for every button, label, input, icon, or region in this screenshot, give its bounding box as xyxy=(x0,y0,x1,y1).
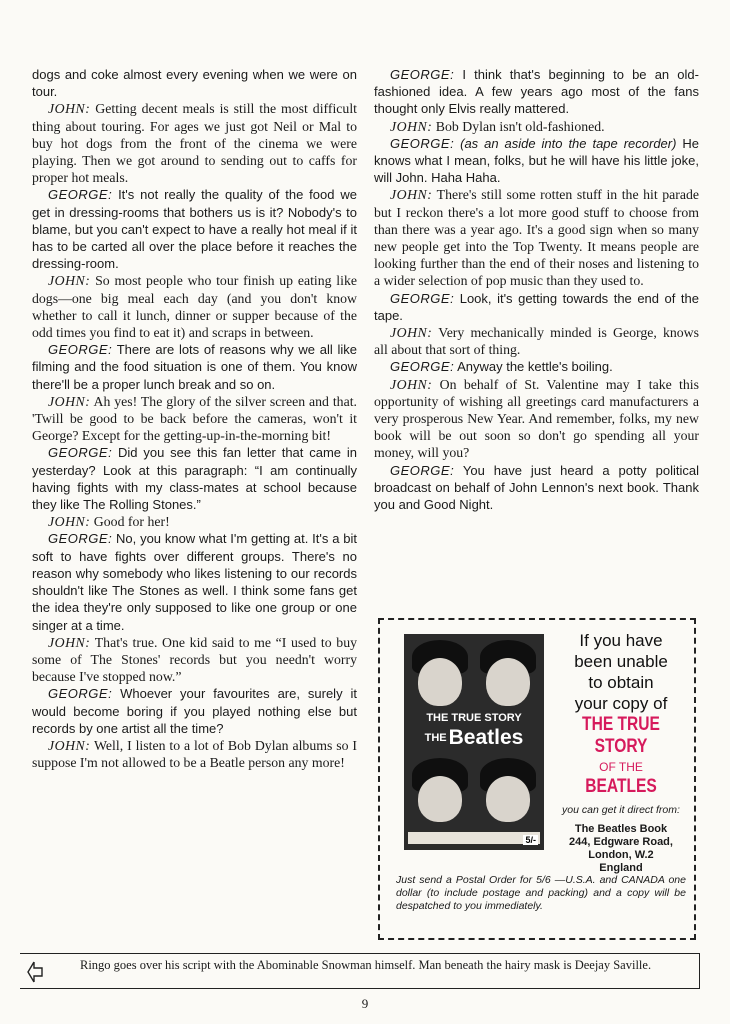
cover-title-band xyxy=(404,726,544,750)
ad-address-line: The Beatles Book xyxy=(574,823,668,835)
paragraph-text: So most people who tour finish up eating like dogs—one big meal each day (and you don't know whether to call it lunch, dinner or supper because of the odd times you find to eat it) and scraps in between. xyxy=(32,273,357,341)
cover-title-line: THE TRUE STORY xyxy=(426,712,522,724)
ad-book-title-beatles: BEATLES xyxy=(585,776,657,797)
cover-title-the: THE xyxy=(424,732,447,745)
paragraph xyxy=(374,376,699,462)
book-cover-image xyxy=(404,634,544,850)
paragraph xyxy=(374,135,699,187)
paragraph-text: There's still some rotten stuff in the hit parade but I reckon there's a lot more good stuff to choose from than there was a year ago. It's a good sign when so many new people get into the Top Twenty. It means people are looking further than the end of their noses and listening to a wider selection of pop music than they used to. xyxy=(374,187,699,289)
paragraph-text: He knows what I mean, folks, but he will have his little joke, will John. Haha Haha. xyxy=(374,135,699,186)
speaker-label: GEORGE: xyxy=(48,342,113,358)
ad-address-line: London, W.2 xyxy=(588,849,654,861)
paragraph-text: You have just heard a potty political broadcast on behalf of John Lennon's next book. Thank you and Good Night. xyxy=(374,462,699,513)
speaker-label: JOHN: xyxy=(48,514,91,530)
paragraph-text: Well, I listen to a lot of Bob Dylan albums so I suppose I'm not allowed to be a Beatle person any more! xyxy=(32,737,357,771)
ad-book-title: THE TRUE STORY xyxy=(582,714,660,757)
paragraph xyxy=(374,66,699,118)
speaker-label: JOHN: xyxy=(48,273,91,289)
paragraph xyxy=(32,272,357,341)
paragraph xyxy=(32,634,357,686)
cover-footer-strip xyxy=(408,832,540,844)
ad-direct-line: you can get it direct from: xyxy=(562,804,680,816)
paragraph-text: There are lots of reasons why we all like filming and the food situation is one of them. You know there'll be a proper lunch break and so on. xyxy=(32,342,357,392)
speaker-label: GEORGE: xyxy=(390,290,455,306)
paragraph-text: No, you know what I'm getting at. It's a bit soft to have fights over different groups. There's no reason why somebody who likes listening to our records shouldn't like The Stones as well. I think some fans get the idea they're only supposed to like one group or one singer at a time. xyxy=(32,531,357,633)
ad-headline-1: If you have xyxy=(579,631,663,650)
speaker-label: JOHN: xyxy=(390,187,433,203)
paragraph-text: On behalf of St. Valentine may I take this opportunity of wishing all greetings card manufacturers a very prosperous New Year. And remember, folks, my new book will be out soon so don't go spending all your money, will you? xyxy=(374,376,699,461)
speaker-label: JOHN: xyxy=(390,118,433,134)
speaker-label: GEORGE: xyxy=(390,359,455,375)
paragraph-text: Anyway the kettle's boiling. xyxy=(454,359,613,375)
aside-note: (as an aside into the tape recorder) xyxy=(454,135,677,151)
cover-title-beatles: Beatles xyxy=(448,726,524,749)
paragraph-text: Very mechanically minded is George, knows all about that sort of thing. xyxy=(374,325,699,358)
arrow-left-icon xyxy=(26,960,44,984)
right-column xyxy=(374,66,699,513)
paragraph xyxy=(374,462,699,514)
speaker-label: GEORGE: xyxy=(390,135,455,151)
paragraph xyxy=(32,444,357,513)
paragraph xyxy=(374,324,699,358)
paragraph-text: Bob Dylan isn't old-fashioned. xyxy=(432,118,605,134)
ad-copy xyxy=(552,630,690,875)
paragraph-text: Did you see this fan letter that came in yesterday? Look at this paragraph: “I am continually having fights with my class-mates at school because they like The Rolling Stones.” xyxy=(32,445,357,513)
speaker-label: JOHN: xyxy=(48,634,91,650)
paragraph-text: Good for her! xyxy=(90,514,170,530)
photo-caption-box xyxy=(20,953,700,989)
left-column xyxy=(32,66,357,771)
ad-headline-3: to obtain xyxy=(588,673,654,692)
photo-caption: Ringo goes over his script with the Abominable Snowman himself. Man beneath the hairy mask is Deejay Saville. xyxy=(80,958,652,972)
paragraph-text: It's not really the quality of the food we get in dressing-rooms that bothers us is it? Nobody's to blame, but you can't expect to have a really hot meal if it has to be carted all over the place before it reaches the dressing-room. xyxy=(32,187,357,272)
paragraph-text: Whoever your favourites are, surely it would become boring if you played nothing else but records by one artist all the time? xyxy=(32,686,357,736)
paragraph xyxy=(32,66,357,100)
speaker-label: GEORGE: xyxy=(390,462,455,478)
speaker-label: GEORGE: xyxy=(390,67,455,82)
paragraph-text: Ah yes! The glory of the silver screen and that. 'Twill be good to be back before the cameras, won't it George? Except for the getting-up-in-the-morning bit! xyxy=(32,393,357,444)
ad-address xyxy=(552,823,690,875)
speaker-label: JOHN: xyxy=(390,325,433,341)
cover-price: 5/- xyxy=(525,835,536,845)
paragraph xyxy=(374,118,699,135)
ad-address-line: England xyxy=(599,862,643,874)
paragraph xyxy=(32,186,357,272)
ad-book-title-of-the: OF THE xyxy=(599,760,643,774)
paragraph-text: Look, it's getting towards the end of the tape. xyxy=(374,290,699,323)
ad-headline-4: your copy of xyxy=(574,694,668,713)
paragraph xyxy=(32,100,357,186)
ad-address-line: 244, Edgware Road, xyxy=(569,836,673,848)
speaker-label: JOHN: xyxy=(48,101,91,117)
speaker-label: GEORGE: xyxy=(48,445,113,461)
paragraph xyxy=(32,737,357,771)
ad-headline-2: been unable xyxy=(574,652,668,671)
paragraph xyxy=(32,513,357,530)
page-number: 9 xyxy=(361,996,369,1011)
paragraph-text: I think that's beginning to be an old-fashioned idea. A few years ago most of the fans thought only Elvis really mattered. xyxy=(374,67,699,117)
paragraph xyxy=(32,530,357,633)
speaker-label: JOHN: xyxy=(48,737,91,753)
paragraph xyxy=(32,341,357,393)
speaker-label: JOHN: xyxy=(390,376,433,392)
speaker-label: GEORGE: xyxy=(48,531,113,547)
paragraph xyxy=(374,186,699,289)
speaker-label: JOHN: xyxy=(48,393,91,409)
paragraph xyxy=(32,685,357,737)
book-advertisement xyxy=(378,618,696,940)
paragraph xyxy=(374,290,699,324)
speaker-label: GEORGE: xyxy=(48,686,113,702)
ad-order-instructions: Just send a Postal Order for 5/6 —U.S.A. and CANADA one dollar (to include postage and packing) and a copy will be despatched to you immediately. xyxy=(396,874,686,912)
paragraph-text: Getting decent meals is still the most difficult thing about touring. For ages we just got Neil or Mal to buy hot dogs from the front of the cinema we were playing. Then we got around to sending out to caffs for proper hot meals. xyxy=(32,101,357,186)
paragraph-text: dogs and coke almost every evening when we were on tour. xyxy=(32,67,357,100)
paragraph-text: That's true. One kid said to me “I used to buy some of The Stones' records but you needn't worry because I've stopped now.” xyxy=(32,634,357,685)
speaker-label: GEORGE: xyxy=(48,187,113,203)
paragraph xyxy=(32,393,357,445)
paragraph xyxy=(374,358,699,375)
